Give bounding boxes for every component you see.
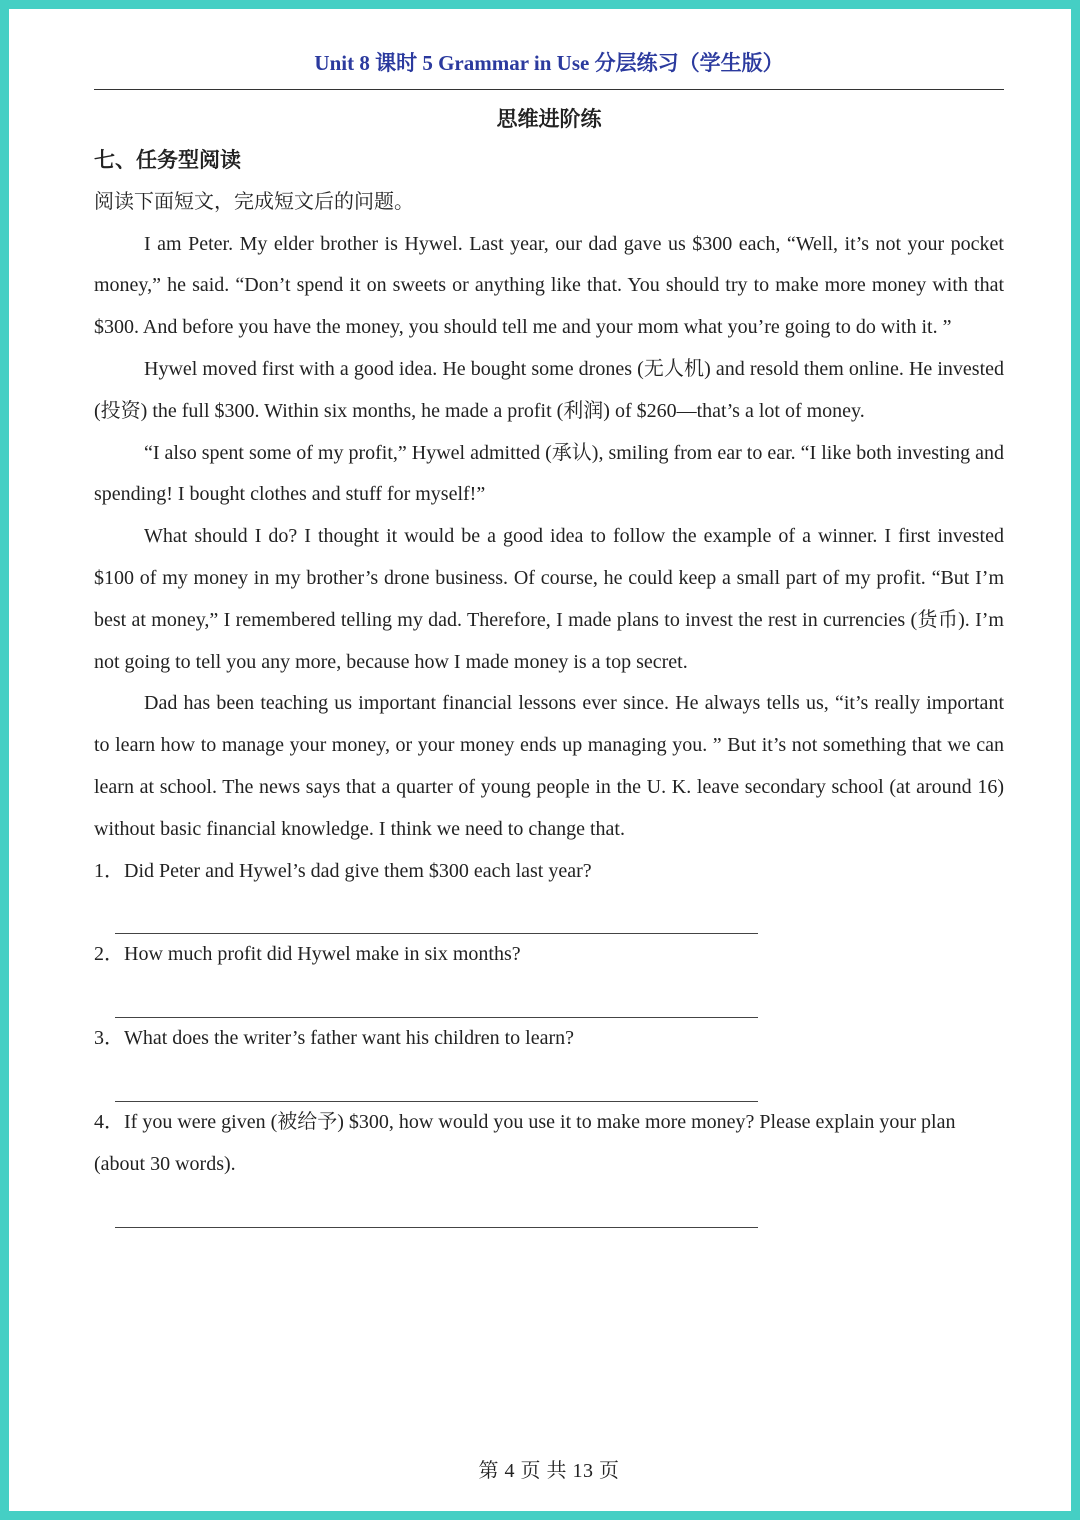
answer-line-3[interactable] [94,1060,1004,1102]
section-title: 思维进阶练 [496,107,602,131]
header-divider [94,89,1004,90]
header-title: Unit 8 课时 5 Grammar in Use 分层练习（学生版） [314,51,784,75]
question-3: 3．What does the writer’s father want his children to learn? [94,1027,575,1050]
passage-paragraph-1: I am Peter. My elder brother is Hywel. Last year, our dad gave us $300 each, “Well, it’s not your pocket money,” he said. “Don’t spend it on sweets or anything like that. You should try to make more money with that $300. And before you have the money, you should tell me and your mom what you’re going to do with it. ” [94,232,1004,339]
answer-line-1[interactable] [94,892,1004,934]
page-number: 第 4 页 共 13 页 [478,1460,620,1482]
passage-paragraph-5: Dad has been teaching us important financial lessons ever since. He always tells us, “it’s really important to learn how to manage your money, or your money ends up managing you. ” But it’s not something that we can learn at school. The news says that a quarter of young people in the U. K. leave secondary school (at around 16) without basic financial knowledge. I think we need to change that. [94,692,1004,840]
passage-paragraph-3: “I also spent some of my profit,” Hywel admitted (承认), smiling from ear to ear. “I like both investing and spending! I bought clothes and stuff for myself!” [94,441,1004,506]
content [94,140,1004,1228]
passage-paragraph-2: Hywel moved first with a good idea. He bought some drones (无人机) and resold them online. He invested (投资) the full $300. Within six months, he made a profit (利润) of $260—that’s a lot of money. [94,357,1004,422]
answer-line-4[interactable] [94,1186,1004,1228]
task-heading: 七、任务型阅读 [94,148,241,172]
question-1: 1．Did Peter and Hywel’s dad give them $300 each last year? [94,859,592,882]
question-4: 4．If you were given (被给予) $300, how would you use it to make more money? Please explain your plan (about 30 words). [94,1110,956,1175]
task-instruction: 阅读下面短文，完成短文后的问题。 [94,190,414,213]
answer-line-2[interactable] [94,976,1004,1018]
question-2: 2．How much profit did Hywel make in six months? [94,943,521,966]
passage-paragraph-4: What should I do? I thought it would be a good idea to follow the example of a winner. I first invested $100 of my money in my brother’s drone business. Of course, he could keep a small part of my profit. “But I’m best at money,” I remembered telling my dad. Therefore, I made plans to invest the rest in currencies (货币). I’m not going to tell you any more, because how I made money is a top secret. [94,525,1004,673]
